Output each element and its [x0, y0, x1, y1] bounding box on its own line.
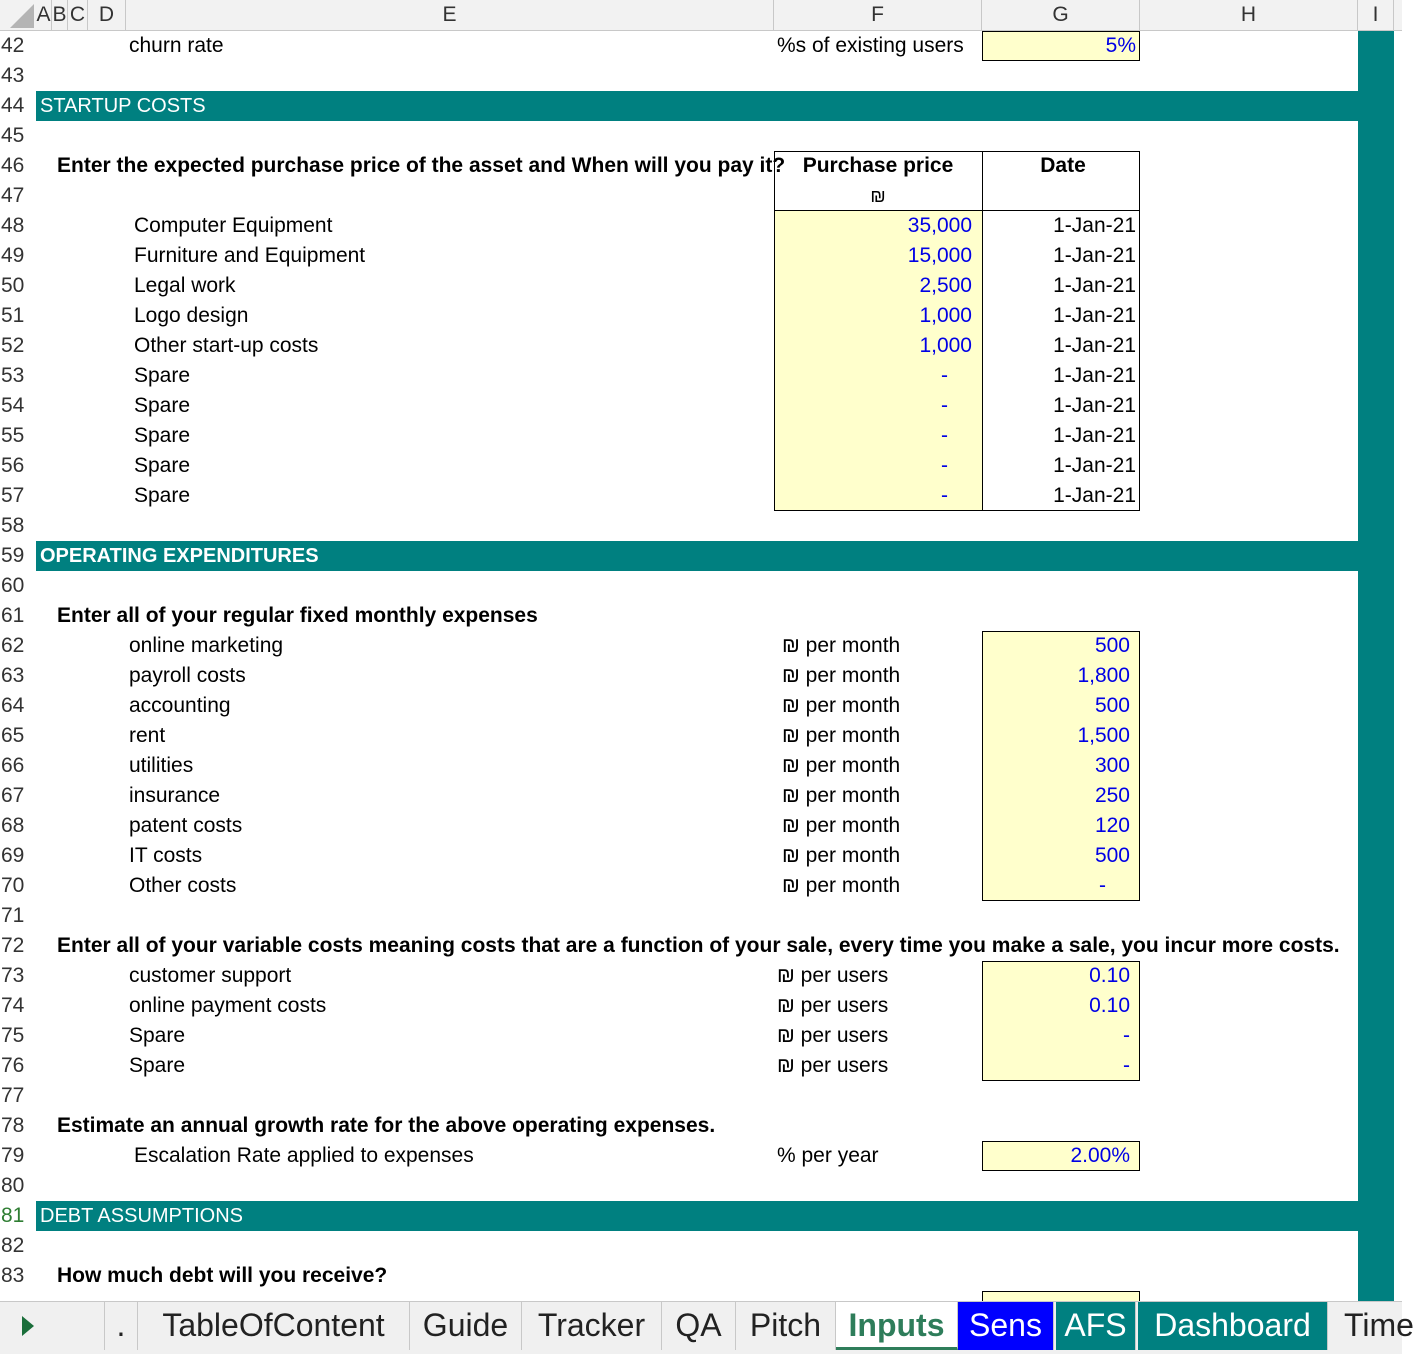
- startup-item-price[interactable]: -: [941, 454, 948, 477]
- column-header-a[interactable]: A: [36, 0, 52, 30]
- row-header[interactable]: 77: [1, 1084, 25, 1107]
- fixed-expense-name: IT costs: [129, 844, 203, 867]
- row-header[interactable]: 76: [1, 1054, 25, 1077]
- startup-item-name: Furniture and Equipment: [134, 244, 366, 267]
- sheet-tab-bar: [0, 1301, 1414, 1354]
- row-header[interactable]: 69: [1, 844, 25, 867]
- escalation-rate-label: Escalation Rate applied to expenses: [134, 1144, 474, 1167]
- fixed-expense-name: insurance: [129, 784, 221, 807]
- fixed-expense-unit: ₪ per month: [782, 724, 901, 747]
- fixed-expense-unit: ₪ per month: [782, 664, 901, 687]
- startup-item-price[interactable]: 2,500: [919, 274, 972, 297]
- tab-pitch[interactable]: Pitch: [736, 1302, 836, 1350]
- variable-cost-value[interactable]: 0.10: [1089, 964, 1130, 987]
- variable-costs-prompt: Enter all of your variable costs meaning costs that are a function of your sale, every time you make a sale, you incur more costs.: [57, 934, 1340, 957]
- fixed-expense-value[interactable]: 300: [1094, 754, 1130, 777]
- startup-item-name: Legal work: [134, 274, 236, 297]
- scroll-tabs-right-icon[interactable]: [22, 1316, 34, 1336]
- row-header[interactable]: 57: [1, 484, 25, 507]
- fixed-expense-name: accounting: [129, 694, 231, 717]
- tab-dot[interactable]: .: [104, 1302, 138, 1350]
- variable-cost-value[interactable]: 0.10: [1089, 994, 1130, 1017]
- variable-cost-name: customer support: [129, 964, 292, 987]
- fixed-expense-unit: ₪ per month: [782, 844, 901, 867]
- row-header[interactable]: 62: [1, 634, 25, 657]
- startup-item-date[interactable]: 1-Jan-21: [1053, 394, 1136, 417]
- row-header[interactable]: 51: [1, 304, 25, 327]
- row-header[interactable]: 53: [1, 364, 25, 387]
- row-header[interactable]: 56: [1, 454, 25, 477]
- churn-rate-label: churn rate: [129, 34, 224, 57]
- startup-item-name: Spare: [134, 394, 191, 417]
- startup-item-price[interactable]: 1,000: [919, 334, 972, 357]
- row-header[interactable]: 66: [1, 754, 25, 777]
- row-header[interactable]: 68: [1, 814, 25, 837]
- startup-item-date[interactable]: 1-Jan-21: [1053, 454, 1136, 477]
- row-header[interactable]: 64: [1, 694, 25, 717]
- startup-item-price[interactable]: 35,000: [907, 214, 972, 237]
- fixed-expense-value[interactable]: 250: [1094, 784, 1130, 807]
- variable-cost-unit: ₪ per users: [777, 964, 889, 987]
- row-header[interactable]: 67: [1, 784, 25, 807]
- row-header[interactable]: 58: [1, 514, 25, 537]
- variable-cost-name: Spare: [129, 1024, 186, 1047]
- select-all-corner[interactable]: [0, 0, 36, 30]
- column-header-e[interactable]: E: [126, 0, 774, 30]
- fixed-expense-unit: ₪ per month: [782, 784, 901, 807]
- startup-item-date[interactable]: 1-Jan-21: [1053, 424, 1136, 447]
- startup-prompt: Enter the expected purchase price of the asset and When will you pay it?: [57, 154, 786, 177]
- row-header[interactable]: 82: [1, 1234, 25, 1257]
- row-header[interactable]: 45: [1, 124, 25, 147]
- tab-tableofcontent[interactable]: TableOfContent: [138, 1302, 410, 1350]
- section-operating-expenditures: OPERATING EXPENDITURES: [36, 541, 1358, 571]
- tab-inputs[interactable]: Inputs: [836, 1302, 958, 1350]
- column-header-bar: [0, 0, 1402, 31]
- tab-afs[interactable]: AFS: [1056, 1302, 1136, 1350]
- tab-qa[interactable]: QA: [662, 1302, 736, 1350]
- startup-item-price[interactable]: -: [941, 424, 948, 447]
- startup-item-price[interactable]: 15,000: [907, 244, 972, 267]
- tab-guide[interactable]: Guide: [410, 1302, 522, 1350]
- fixed-expense-value[interactable]: 500: [1094, 694, 1130, 717]
- column-header-f[interactable]: F: [774, 0, 982, 30]
- fixed-expense-unit: ₪ per month: [782, 694, 901, 717]
- purchase-price-header: Purchase price: [802, 154, 954, 177]
- startup-item-date[interactable]: 1-Jan-21: [1053, 364, 1136, 387]
- growth-rate-prompt: Estimate an annual growth rate for the above operating expenses.: [57, 1114, 716, 1137]
- column-header-g[interactable]: G: [982, 0, 1140, 30]
- fixed-expense-name: online marketing: [129, 634, 284, 657]
- startup-item-price[interactable]: -: [941, 484, 948, 507]
- fixed-expense-name: patent costs: [129, 814, 243, 837]
- startup-item-date[interactable]: 1-Jan-21: [1053, 274, 1136, 297]
- row-header[interactable]: 73: [1, 964, 25, 987]
- row-header[interactable]: 78: [1, 1114, 25, 1137]
- fixed-expense-value[interactable]: 500: [1094, 634, 1130, 657]
- variable-cost-unit: ₪ per users: [777, 1054, 889, 1077]
- startup-item-date[interactable]: 1-Jan-21: [1053, 334, 1136, 357]
- startup-item-price[interactable]: -: [941, 364, 948, 387]
- startup-item-name: Spare: [134, 364, 191, 387]
- row-header[interactable]: 50: [1, 274, 25, 297]
- column-header-i[interactable]: I: [1358, 0, 1394, 30]
- variable-cost-value[interactable]: -: [1123, 1024, 1130, 1047]
- debt-prompt: How much debt will you receive?: [57, 1264, 388, 1287]
- column-header-c[interactable]: C: [68, 0, 88, 30]
- tab-time[interactable]: Time: [1344, 1307, 1414, 1343]
- row-header[interactable]: 75: [1, 1024, 25, 1047]
- column-header-h[interactable]: H: [1140, 0, 1358, 30]
- fixed-expense-unit: ₪ per month: [782, 874, 901, 897]
- startup-item-name: Spare: [134, 484, 191, 507]
- row-header[interactable]: 63: [1, 664, 25, 687]
- fixed-expense-name: payroll costs: [129, 664, 246, 687]
- churn-rate-unit: %s of existing users: [777, 34, 964, 57]
- variable-cost-unit: ₪ per users: [777, 1024, 889, 1047]
- section-debt-assumptions: DEBT ASSUMPTIONS: [36, 1201, 1358, 1231]
- row-header[interactable]: 44: [1, 94, 25, 117]
- row-header[interactable]: 52: [1, 334, 25, 357]
- startup-item-date[interactable]: 1-Jan-21: [1053, 304, 1136, 327]
- column-header-d[interactable]: D: [88, 0, 126, 30]
- row-header[interactable]: 49: [1, 244, 25, 267]
- row-header[interactable]: 80: [1, 1174, 25, 1197]
- startup-item-date[interactable]: 1-Jan-21: [1053, 214, 1136, 237]
- startup-item-price[interactable]: 1,000: [919, 304, 972, 327]
- startup-item-name: Other start-up costs: [134, 334, 319, 357]
- grid-edge: [1394, 31, 1402, 1301]
- tab-dashboard[interactable]: Dashboard: [1138, 1302, 1328, 1350]
- fixed-expense-value[interactable]: 1,800: [1077, 664, 1130, 687]
- row-header[interactable]: 71: [1, 904, 25, 927]
- startup-item-name: Computer Equipment: [134, 214, 333, 237]
- row-header[interactable]: 60: [1, 574, 25, 597]
- row-header[interactable]: 74: [1, 994, 25, 1017]
- escalation-rate-value[interactable]: 2.00%: [1070, 1144, 1130, 1167]
- row-header[interactable]: 46: [1, 154, 25, 177]
- fixed-expenses-prompt: Enter all of your regular fixed monthly expenses: [57, 604, 538, 627]
- row-header[interactable]: 83: [1, 1264, 25, 1287]
- startup-item-price[interactable]: -: [941, 394, 948, 417]
- churn-rate-value[interactable]: 5%: [1105, 34, 1136, 57]
- row-header[interactable]: 70: [1, 874, 25, 897]
- startup-item-name: Spare: [134, 454, 191, 477]
- row-header[interactable]: 79: [1, 1144, 25, 1167]
- startup-item-date[interactable]: 1-Jan-21: [1053, 484, 1136, 507]
- fixed-expense-unit: ₪ per month: [782, 814, 901, 837]
- currency-symbol: ₪: [870, 186, 886, 206]
- startup-item-name: Logo design: [134, 304, 249, 327]
- row-header[interactable]: 61: [1, 604, 25, 627]
- row-header[interactable]: 42: [1, 34, 25, 57]
- date-header: Date: [1040, 154, 1086, 177]
- row-header-active[interactable]: 81: [1, 1204, 25, 1227]
- row-header[interactable]: 72: [1, 934, 25, 957]
- tab-tracker[interactable]: Tracker: [522, 1302, 662, 1350]
- row-header[interactable]: 59: [1, 544, 25, 567]
- row-header[interactable]: 55: [1, 424, 25, 447]
- fixed-expense-value[interactable]: 1,500: [1077, 724, 1130, 747]
- column-header-b[interactable]: B: [52, 0, 68, 30]
- variable-cost-value[interactable]: -: [1123, 1054, 1130, 1077]
- escalation-rate-unit: % per year: [777, 1144, 879, 1167]
- fixed-expense-value[interactable]: -: [1099, 874, 1106, 897]
- row-header[interactable]: 48: [1, 214, 25, 237]
- row-header[interactable]: 47: [1, 184, 25, 207]
- fixed-expense-name: Other costs: [129, 874, 237, 897]
- fixed-expense-value[interactable]: 500: [1094, 844, 1130, 867]
- column-i-fill: [1358, 31, 1394, 1301]
- row-header[interactable]: 65: [1, 724, 25, 747]
- variable-cost-name: Spare: [129, 1054, 186, 1077]
- fixed-expense-unit: ₪ per month: [782, 754, 901, 777]
- row-header[interactable]: 54: [1, 394, 25, 417]
- startup-item-name: Spare: [134, 424, 191, 447]
- variable-cost-name: online payment costs: [129, 994, 327, 1017]
- fixed-expense-name: rent: [129, 724, 166, 747]
- fixed-expense-name: utilities: [129, 754, 194, 777]
- section-startup-costs: STARTUP COSTS: [36, 91, 1358, 121]
- startup-item-date[interactable]: 1-Jan-21: [1053, 244, 1136, 267]
- row-header[interactable]: 43: [1, 64, 25, 87]
- fixed-expense-value[interactable]: 120: [1094, 814, 1130, 837]
- tab-sens[interactable]: Sens: [958, 1302, 1054, 1350]
- variable-cost-unit: ₪ per users: [777, 994, 889, 1017]
- fixed-expense-unit: ₪ per month: [782, 634, 901, 657]
